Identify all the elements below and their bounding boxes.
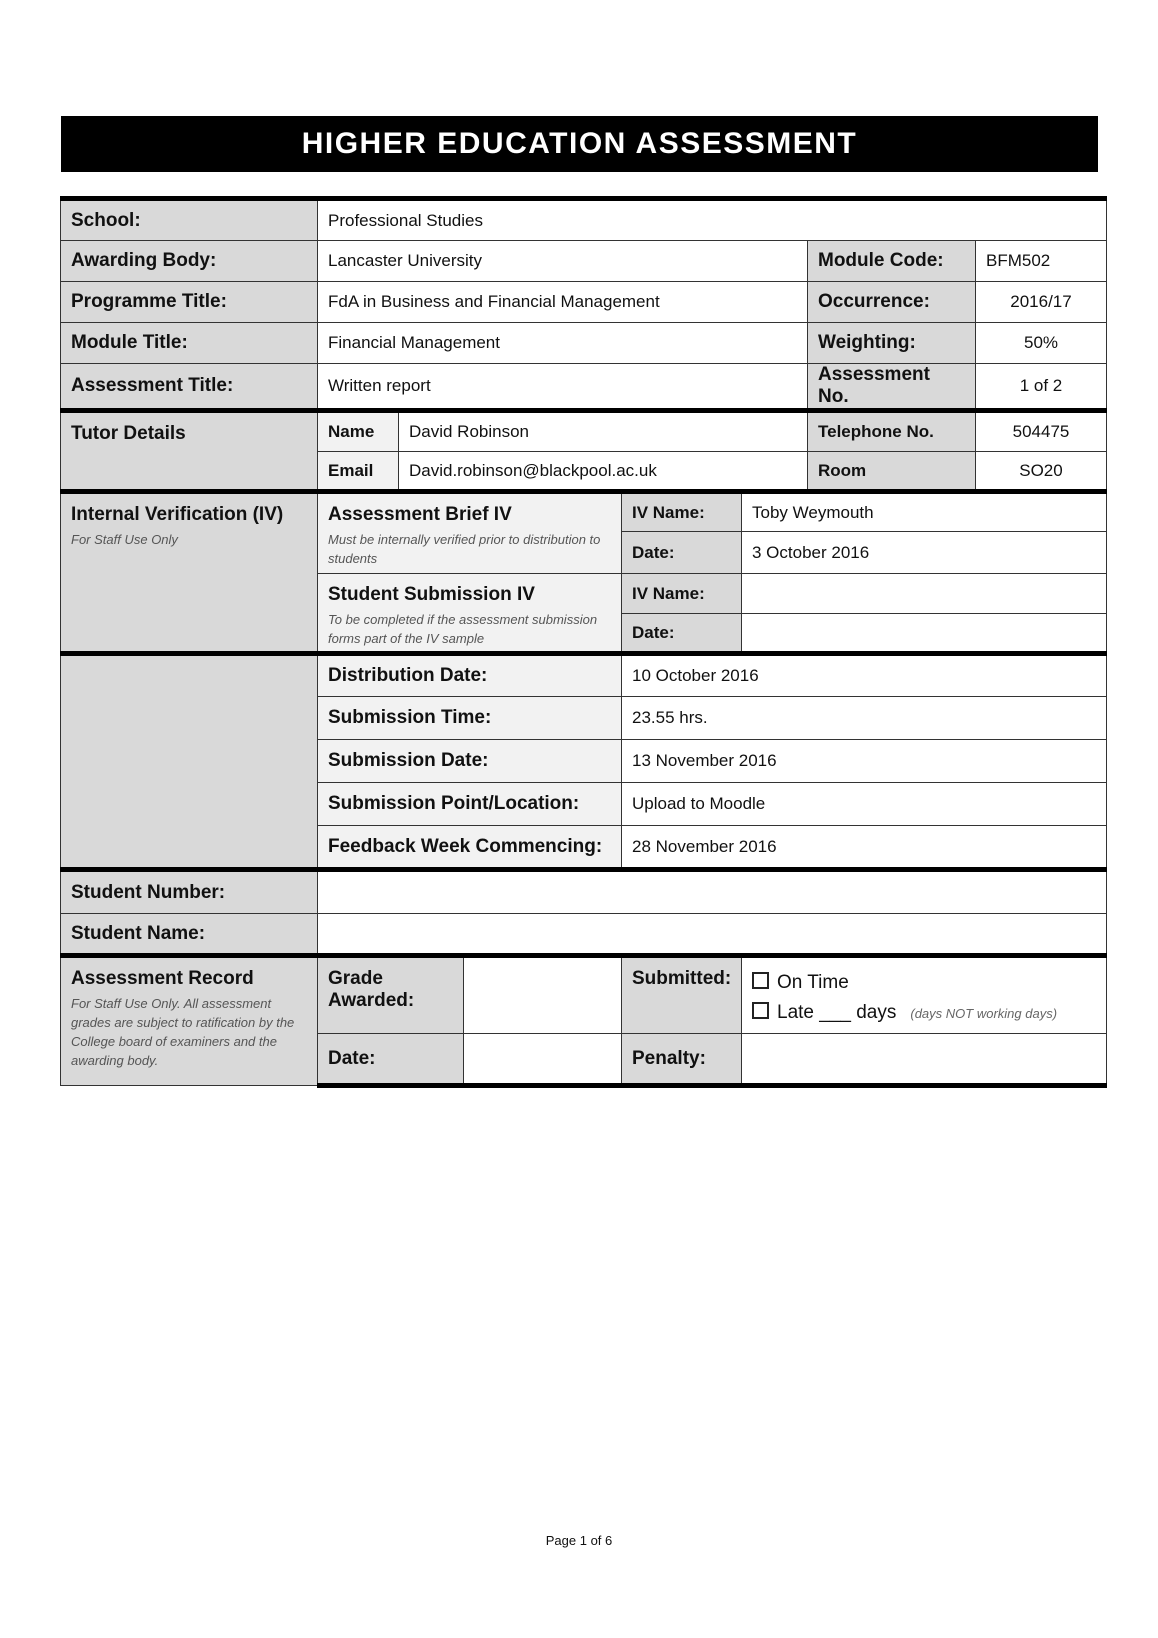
programme-title-value: FdA in Business and Financial Management <box>318 282 808 323</box>
late-note: (days NOT working days) <box>910 1006 1058 1021</box>
assessment-title-row <box>61 364 1107 411</box>
grade-awarded-label: Grade Awarded: <box>318 956 464 1034</box>
awarding-body-row <box>61 241 1107 282</box>
record-date-label: Date: <box>318 1034 464 1086</box>
assessment-brief-iv-note: Must be internally verified prior to distribution to students <box>328 532 601 566</box>
school-value: Professional Studies <box>318 199 1107 241</box>
occurrence-value: 2016/17 <box>976 282 1107 323</box>
brief-iv-name-label: IV Name: <box>622 492 742 532</box>
occurrence-label: Occurrence: <box>808 282 976 323</box>
submission-time-value: 23.55 hrs. <box>622 697 1107 740</box>
feedback-week-value: 28 November 2016 <box>622 826 1107 870</box>
tutor-name-value: David Robinson <box>399 411 808 452</box>
distribution-date-row <box>61 654 1107 697</box>
assessment-record <box>61 956 318 1086</box>
tutor-name-row <box>61 411 1107 452</box>
assessment-record-note: For Staff Use Only. All assessment grades are subject to ratification by the College board of examiners and the awarding body. <box>71 996 295 1068</box>
grade-awarded-field[interactable] <box>464 956 622 1034</box>
submission-location-value: Upload to Moodle <box>622 783 1107 826</box>
late-label: Late ___ days <box>777 1002 897 1023</box>
iv-section-label: Internal Verification (IV) <box>71 504 284 525</box>
submission-date-value: 13 November 2016 <box>622 740 1107 783</box>
late-checkbox[interactable] <box>752 1002 769 1019</box>
on-time-option[interactable] <box>752 968 1096 998</box>
tutor-email-value: David.robinson@blackpool.ac.uk <box>399 452 808 492</box>
module-code-value: BFM502 <box>976 241 1107 282</box>
distribution-date-label: Distribution Date: <box>318 654 622 697</box>
module-title-value: Financial Management <box>318 323 808 364</box>
programme-title-row <box>61 282 1107 323</box>
penalty-field[interactable] <box>742 1034 1107 1086</box>
grade-row <box>61 956 1107 1034</box>
submission-iv-name-field[interactable] <box>742 574 1107 614</box>
student-submission-iv <box>318 574 622 654</box>
late-option[interactable] <box>752 998 1096 1029</box>
on-time-label: On Time <box>777 972 849 993</box>
assessment-brief-iv-label: Assessment Brief IV <box>328 504 512 525</box>
assessment-no-label: Assessment No. <box>808 364 976 411</box>
awarding-body-label: Awarding Body: <box>61 241 318 282</box>
assessment-title-value: Written report <box>318 364 808 411</box>
submission-iv-date-field[interactable] <box>742 614 1107 654</box>
assessment-record-label: Assessment Record <box>71 968 254 989</box>
submission-iv-date-label: Date: <box>622 614 742 654</box>
submission-location-label: Submission Point/Location: <box>318 783 622 826</box>
page-title: HIGHER EDUCATION ASSESSMENT <box>61 116 1098 172</box>
page-number: Page 1 of 6 <box>545 1533 613 1548</box>
tutor-email-label: Email <box>318 452 399 492</box>
feedback-week-label: Feedback Week Commencing: <box>318 826 622 870</box>
student-submission-iv-label: Student Submission IV <box>328 584 535 605</box>
student-submission-iv-note: To be completed if the assessment submission forms part of the IV sample <box>328 612 598 646</box>
module-title-label: Module Title: <box>61 323 318 364</box>
student-name-row <box>61 914 1107 956</box>
on-time-checkbox[interactable] <box>752 972 769 989</box>
distribution-date-value: 10 October 2016 <box>622 654 1107 697</box>
assessment-form <box>60 196 1107 1088</box>
student-number-row <box>61 870 1107 914</box>
penalty-label: Penalty: <box>622 1034 742 1086</box>
school-label: School: <box>61 199 318 241</box>
tutor-name-label: Name <box>318 411 399 452</box>
brief-iv-date-label: Date: <box>622 532 742 574</box>
telephone-value: 504475 <box>976 411 1107 452</box>
awarding-body-value: Lancaster University <box>318 241 808 282</box>
student-number-field[interactable] <box>318 870 1107 914</box>
weighting-label: Weighting: <box>808 323 976 364</box>
assessment-brief-iv <box>318 492 622 574</box>
iv-section-note: For Staff Use Only <box>71 532 178 547</box>
student-name-label: Student Name: <box>61 914 318 956</box>
telephone-label: Telephone No. <box>808 411 976 452</box>
module-code-label: Module Code: <box>808 241 976 282</box>
iv-section <box>61 492 318 654</box>
student-name-field[interactable] <box>318 914 1107 956</box>
school-row <box>61 199 1107 241</box>
submitted-options <box>742 956 1107 1034</box>
brief-iv-name-row <box>61 492 1107 532</box>
assessment-no-value: 1 of 2 <box>976 364 1107 411</box>
submission-date-label: Submission Date: <box>318 740 622 783</box>
dates-blank-cell <box>61 654 318 870</box>
brief-iv-name-value: Toby Weymouth <box>742 492 1107 532</box>
programme-title-label: Programme Title: <box>61 282 318 323</box>
student-number-label: Student Number: <box>61 870 318 914</box>
brief-iv-date-value: 3 October 2016 <box>742 532 1107 574</box>
module-title-row <box>61 323 1107 364</box>
submission-time-label: Submission Time: <box>318 697 622 740</box>
tutor-details-label: Tutor Details <box>61 411 318 492</box>
submitted-label: Submitted: <box>622 956 742 1034</box>
submission-iv-name-label: IV Name: <box>622 574 742 614</box>
record-date-field[interactable] <box>464 1034 622 1086</box>
weighting-value: 50% <box>976 323 1107 364</box>
assessment-title-label: Assessment Title: <box>61 364 318 411</box>
room-value: SO20 <box>976 452 1107 492</box>
room-label: Room <box>808 452 976 492</box>
